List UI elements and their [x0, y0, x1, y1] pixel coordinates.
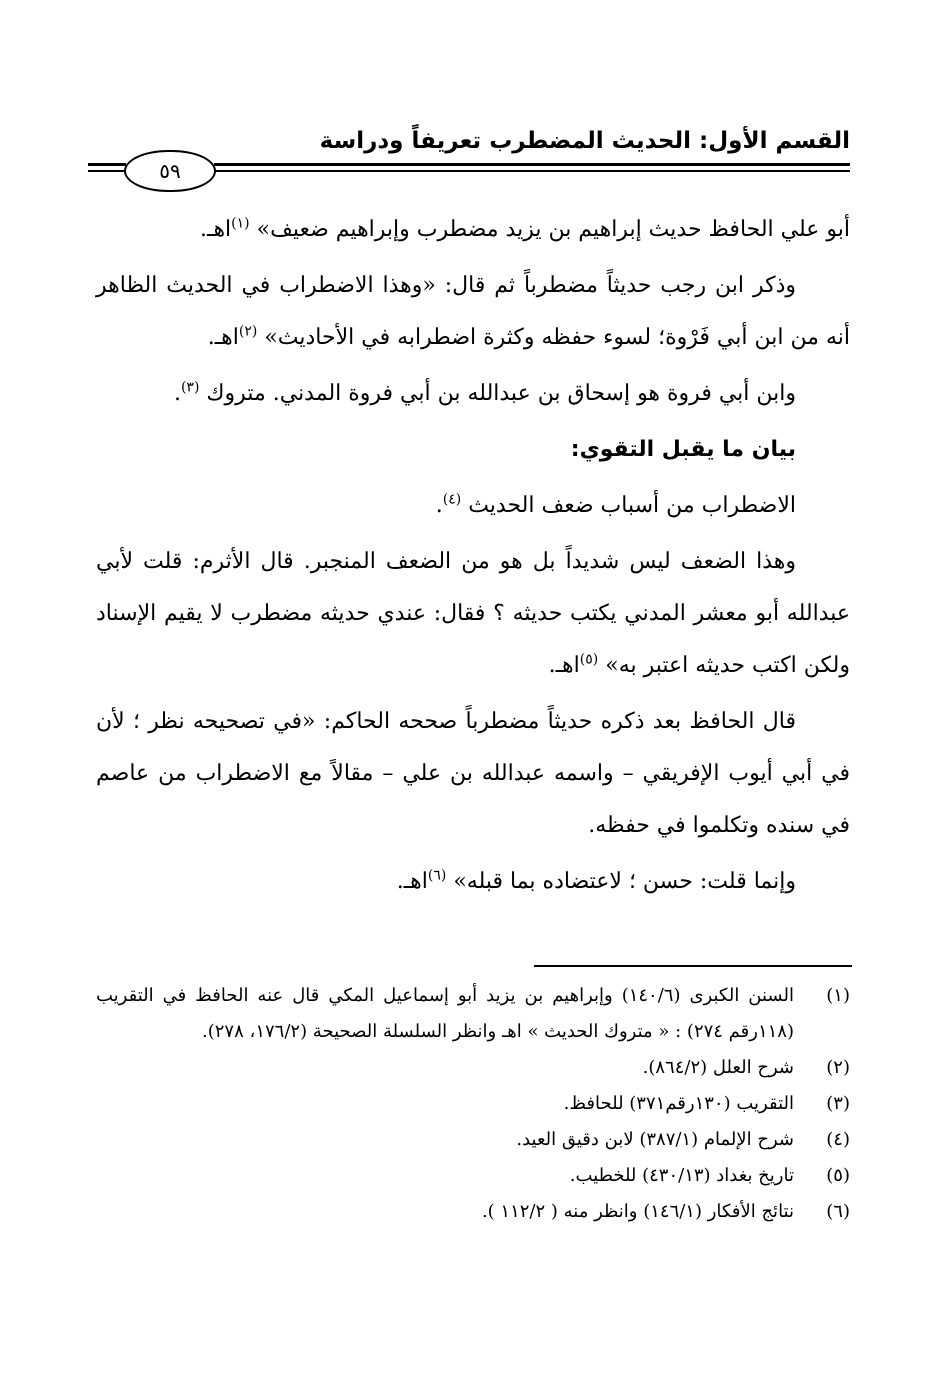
- footnote-item: [96, 1122, 850, 1158]
- page-number-badge: [124, 150, 216, 192]
- footnote-ref-4: (٤): [442, 491, 462, 508]
- footnote-item: [96, 1050, 850, 1086]
- footnote-number: (٣): [826, 1093, 850, 1114]
- footnote-ref-2: (٢): [238, 323, 258, 340]
- page-header-title: القسم الأول: الحديث المضطرب تعريفاً ودراسة: [319, 128, 850, 154]
- footnote-item: [96, 1086, 850, 1122]
- paragraph-5-end: اهـ.: [548, 653, 580, 678]
- footnote-ref-3: (٣): [180, 379, 200, 396]
- footnotes: [96, 978, 850, 1230]
- footnote-number: (٢): [826, 1057, 850, 1078]
- paragraph-3-end: .: [173, 381, 181, 406]
- footnote-text: التقريب (١٣٠رقم٣٧١) للحافظ.: [563, 1093, 794, 1114]
- footnote-number: (٦): [826, 1201, 850, 1222]
- paragraph-6: قال الحافظ بعد ذكره حديثاً مضطرباً صححه الحاكم: «في تصحيحه نظر ؛ لأن في أبي أيوب الإفريقي – واسمه عبدالله بن علي – مقالاً مع الاضطراب من عاصم في سنده وتكلموا في حفظه.: [96, 709, 850, 838]
- header-rule-left-bottom: [88, 170, 126, 172]
- footnote-item: [96, 1194, 850, 1230]
- paragraph-7-end: اهـ.: [396, 869, 428, 894]
- footnote-item: [96, 978, 850, 1050]
- footnote-ref-1: (١): [231, 215, 250, 232]
- paragraph-2-end: اهـ.: [207, 325, 239, 350]
- footnote-item: [96, 1158, 850, 1194]
- paragraph-2-text: وذكر ابن رجب حديثاً مضطرباً ثم قال: «وهذا الاضطراب في الحديث الظاهر أنه من ابن أبي فَرْوة؛ لسوء حفظه وكثرة اضطرابه في الأحاديث»: [96, 273, 850, 350]
- paragraph-1: [96, 204, 850, 256]
- footnote-text: شرح العلل (٨٦٤/٢).: [642, 1057, 794, 1078]
- paragraph-5-text: وهذا الضعف ليس شديداً بل هو من الضعف المنجبر. قال الأثرم: قلت لأبي عبدالله أبو معشر المدني يكتب حديثه ؟ فقال: عندي حديثه مضطرب لا يقيم الإسناد ولكن اكتب حديثه اعتبر به»: [96, 549, 850, 678]
- header-rule-right-top: [214, 163, 850, 166]
- header-rule-left-top: [88, 163, 126, 166]
- paragraph-1-end: اهـ.: [200, 217, 232, 242]
- footnote-number: (١): [826, 985, 850, 1006]
- footnote-ref-5: (٥): [579, 651, 599, 668]
- paragraph-2: [96, 260, 850, 364]
- paragraph-1-text: أبو علي الحافظ حديث إبراهيم بن يزيد مضطرب وإبراهيم ضعيف»: [256, 217, 850, 242]
- paragraph-4-text: الاضطراب من أسباب ضعف الحديث: [468, 493, 796, 518]
- paragraph-7: [96, 856, 850, 908]
- paragraph-7-text: وإنما قلت: حسن ؛ لاعتضاده بما قبله»: [453, 869, 796, 894]
- paragraph-3-text: وابن أبي فروة هو إسحاق بن عبدالله بن أبي فروة المدني. متروك: [206, 381, 796, 406]
- footnote-number: (٥): [826, 1165, 850, 1186]
- footnote-text: شرح الإلمام (٣٨٧/١) لابن دقيق العيد.: [516, 1129, 794, 1150]
- footnote-text: السنن الكبرى (١٤٠/٦) وإبراهيم بن يزيد أبو إسماعيل المكي قال عنه الحافظ في التقريب (١١٨رقم ٢٧٤) : « متروك الحديث » اهـ وانظر السلسلة الصحيحة (١٧٦/٢، ٢٧٨).: [96, 985, 794, 1042]
- paragraph-3: [96, 368, 850, 420]
- footnote-ref-6: (٦): [427, 867, 447, 884]
- header-rule-right-bottom: [212, 170, 850, 172]
- footnote-separator: [534, 965, 852, 967]
- body-text: [96, 204, 850, 912]
- page-number: ٥٩: [159, 159, 181, 183]
- footnote-number: (٤): [826, 1129, 850, 1150]
- paragraph-4: [96, 480, 850, 532]
- section-heading: بيان ما يقبل التقوي:: [570, 437, 796, 462]
- paragraph-5: [96, 536, 850, 692]
- footnote-text: نتائج الأفكار (١٤٦/١) وانظر منه ( ١١٢/٢ ).: [481, 1201, 794, 1222]
- footnote-text: تاريخ بغداد (٤٣٠/١٣) للخطيب.: [569, 1165, 794, 1186]
- paragraph-4-end: .: [435, 493, 443, 518]
